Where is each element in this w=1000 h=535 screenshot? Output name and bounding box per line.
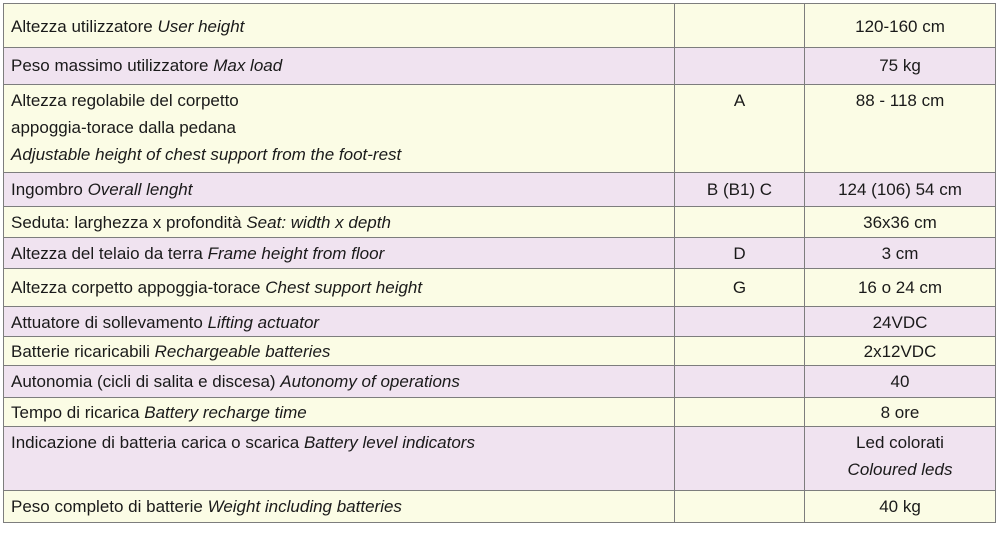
spec-label — [4, 398, 675, 427]
spec-reference — [675, 427, 805, 491]
spec-label — [4, 491, 675, 523]
table-row — [4, 307, 996, 337]
label-italian: Indicazione di batteria carica o scarica — [11, 433, 300, 452]
spec-label — [4, 4, 675, 48]
label-english: Chest support height — [265, 278, 423, 297]
table-row — [4, 238, 996, 269]
label-english: Battery level indicators — [303, 433, 475, 452]
label-italian: Attuatore di sollevamento — [11, 313, 203, 332]
table-row — [4, 366, 996, 398]
spec-value: 2x12VDC — [805, 337, 996, 366]
spec-label — [4, 269, 675, 307]
spec-reference: B (B1) C — [675, 173, 805, 207]
spec-label — [4, 337, 675, 366]
spec-reference — [675, 307, 805, 337]
spec-label — [4, 238, 675, 269]
specifications-table — [3, 3, 996, 523]
label-italian: Altezza corpetto appoggia-torace — [11, 278, 261, 297]
label-italian: Seduta: larghezza x profondità — [11, 213, 242, 232]
spec-reference: A — [675, 85, 805, 173]
spec-value: 8 ore — [805, 398, 996, 427]
label-english: Overall lenght — [87, 180, 193, 199]
label-italian: Tempo di ricarica — [11, 403, 140, 422]
label-english: Battery recharge time — [144, 403, 307, 422]
spec-reference — [675, 366, 805, 398]
table-row — [4, 207, 996, 238]
label-italian: Batterie ricaricabili — [11, 342, 150, 361]
label-english: Weight including batteries — [207, 497, 402, 516]
table-row — [4, 4, 996, 48]
label-italian: Altezza utilizzatore — [11, 17, 153, 36]
label-english: User height — [157, 17, 245, 36]
spec-reference: G — [675, 269, 805, 307]
spec-value: 88 - 118 cm — [805, 85, 996, 173]
spec-reference — [675, 48, 805, 85]
table-row — [4, 85, 996, 173]
spec-label — [4, 427, 675, 491]
value-english: Coloured leds — [847, 460, 953, 479]
spec-label — [4, 173, 675, 207]
table-row — [4, 269, 996, 307]
label-italian: Ingombro — [11, 180, 83, 199]
label-english: Frame height from floor — [207, 244, 385, 263]
spec-reference: D — [675, 238, 805, 269]
spec-reference — [675, 337, 805, 366]
label-italian: Peso completo di batterie — [11, 497, 203, 516]
spec-value: 16 o 24 cm — [805, 269, 996, 307]
spec-value: 24VDC — [805, 307, 996, 337]
spec-label — [4, 207, 675, 238]
spec-reference — [675, 398, 805, 427]
label-english: Adjustable height of chest support from the foot-rest — [11, 145, 402, 164]
table-row — [4, 491, 996, 523]
spec-value: 40 kg — [805, 491, 996, 523]
label-english: Seat: width x depth — [246, 213, 391, 232]
label-english: Rechargeable batteries — [154, 342, 331, 361]
label-italian: Autonomia (cicli di salita e discesa) — [11, 372, 276, 391]
table-row — [4, 337, 996, 366]
spec-value: 40 — [805, 366, 996, 398]
spec-value: 124 (106) 54 cm — [805, 173, 996, 207]
spec-label — [4, 48, 675, 85]
spec-reference — [675, 207, 805, 238]
label-italian-line-2: appoggia-torace dalla pedana — [11, 118, 236, 137]
table-row — [4, 398, 996, 427]
label-italian-line-1: Altezza regolabile del corpetto — [11, 91, 239, 110]
spec-value: 75 kg — [805, 48, 996, 85]
table-row — [4, 173, 996, 207]
spec-label — [4, 85, 675, 173]
label-english: Max load — [213, 56, 283, 75]
spec-label — [4, 307, 675, 337]
label-italian: Altezza del telaio da terra — [11, 244, 203, 263]
spec-reference — [675, 491, 805, 523]
table-row — [4, 427, 996, 491]
spec-value: 3 cm — [805, 238, 996, 269]
spec-value: 120-160 cm — [805, 4, 996, 48]
label-english: Autonomy of operations — [280, 372, 460, 391]
spec-reference — [675, 4, 805, 48]
table-row — [4, 48, 996, 85]
spec-value — [805, 427, 996, 491]
label-english: Lifting actuator — [207, 313, 320, 332]
label-italian: Peso massimo utilizzatore — [11, 56, 209, 75]
spec-value: 36x36 cm — [805, 207, 996, 238]
value-italian: Led colorati — [856, 433, 944, 452]
spec-label — [4, 366, 675, 398]
